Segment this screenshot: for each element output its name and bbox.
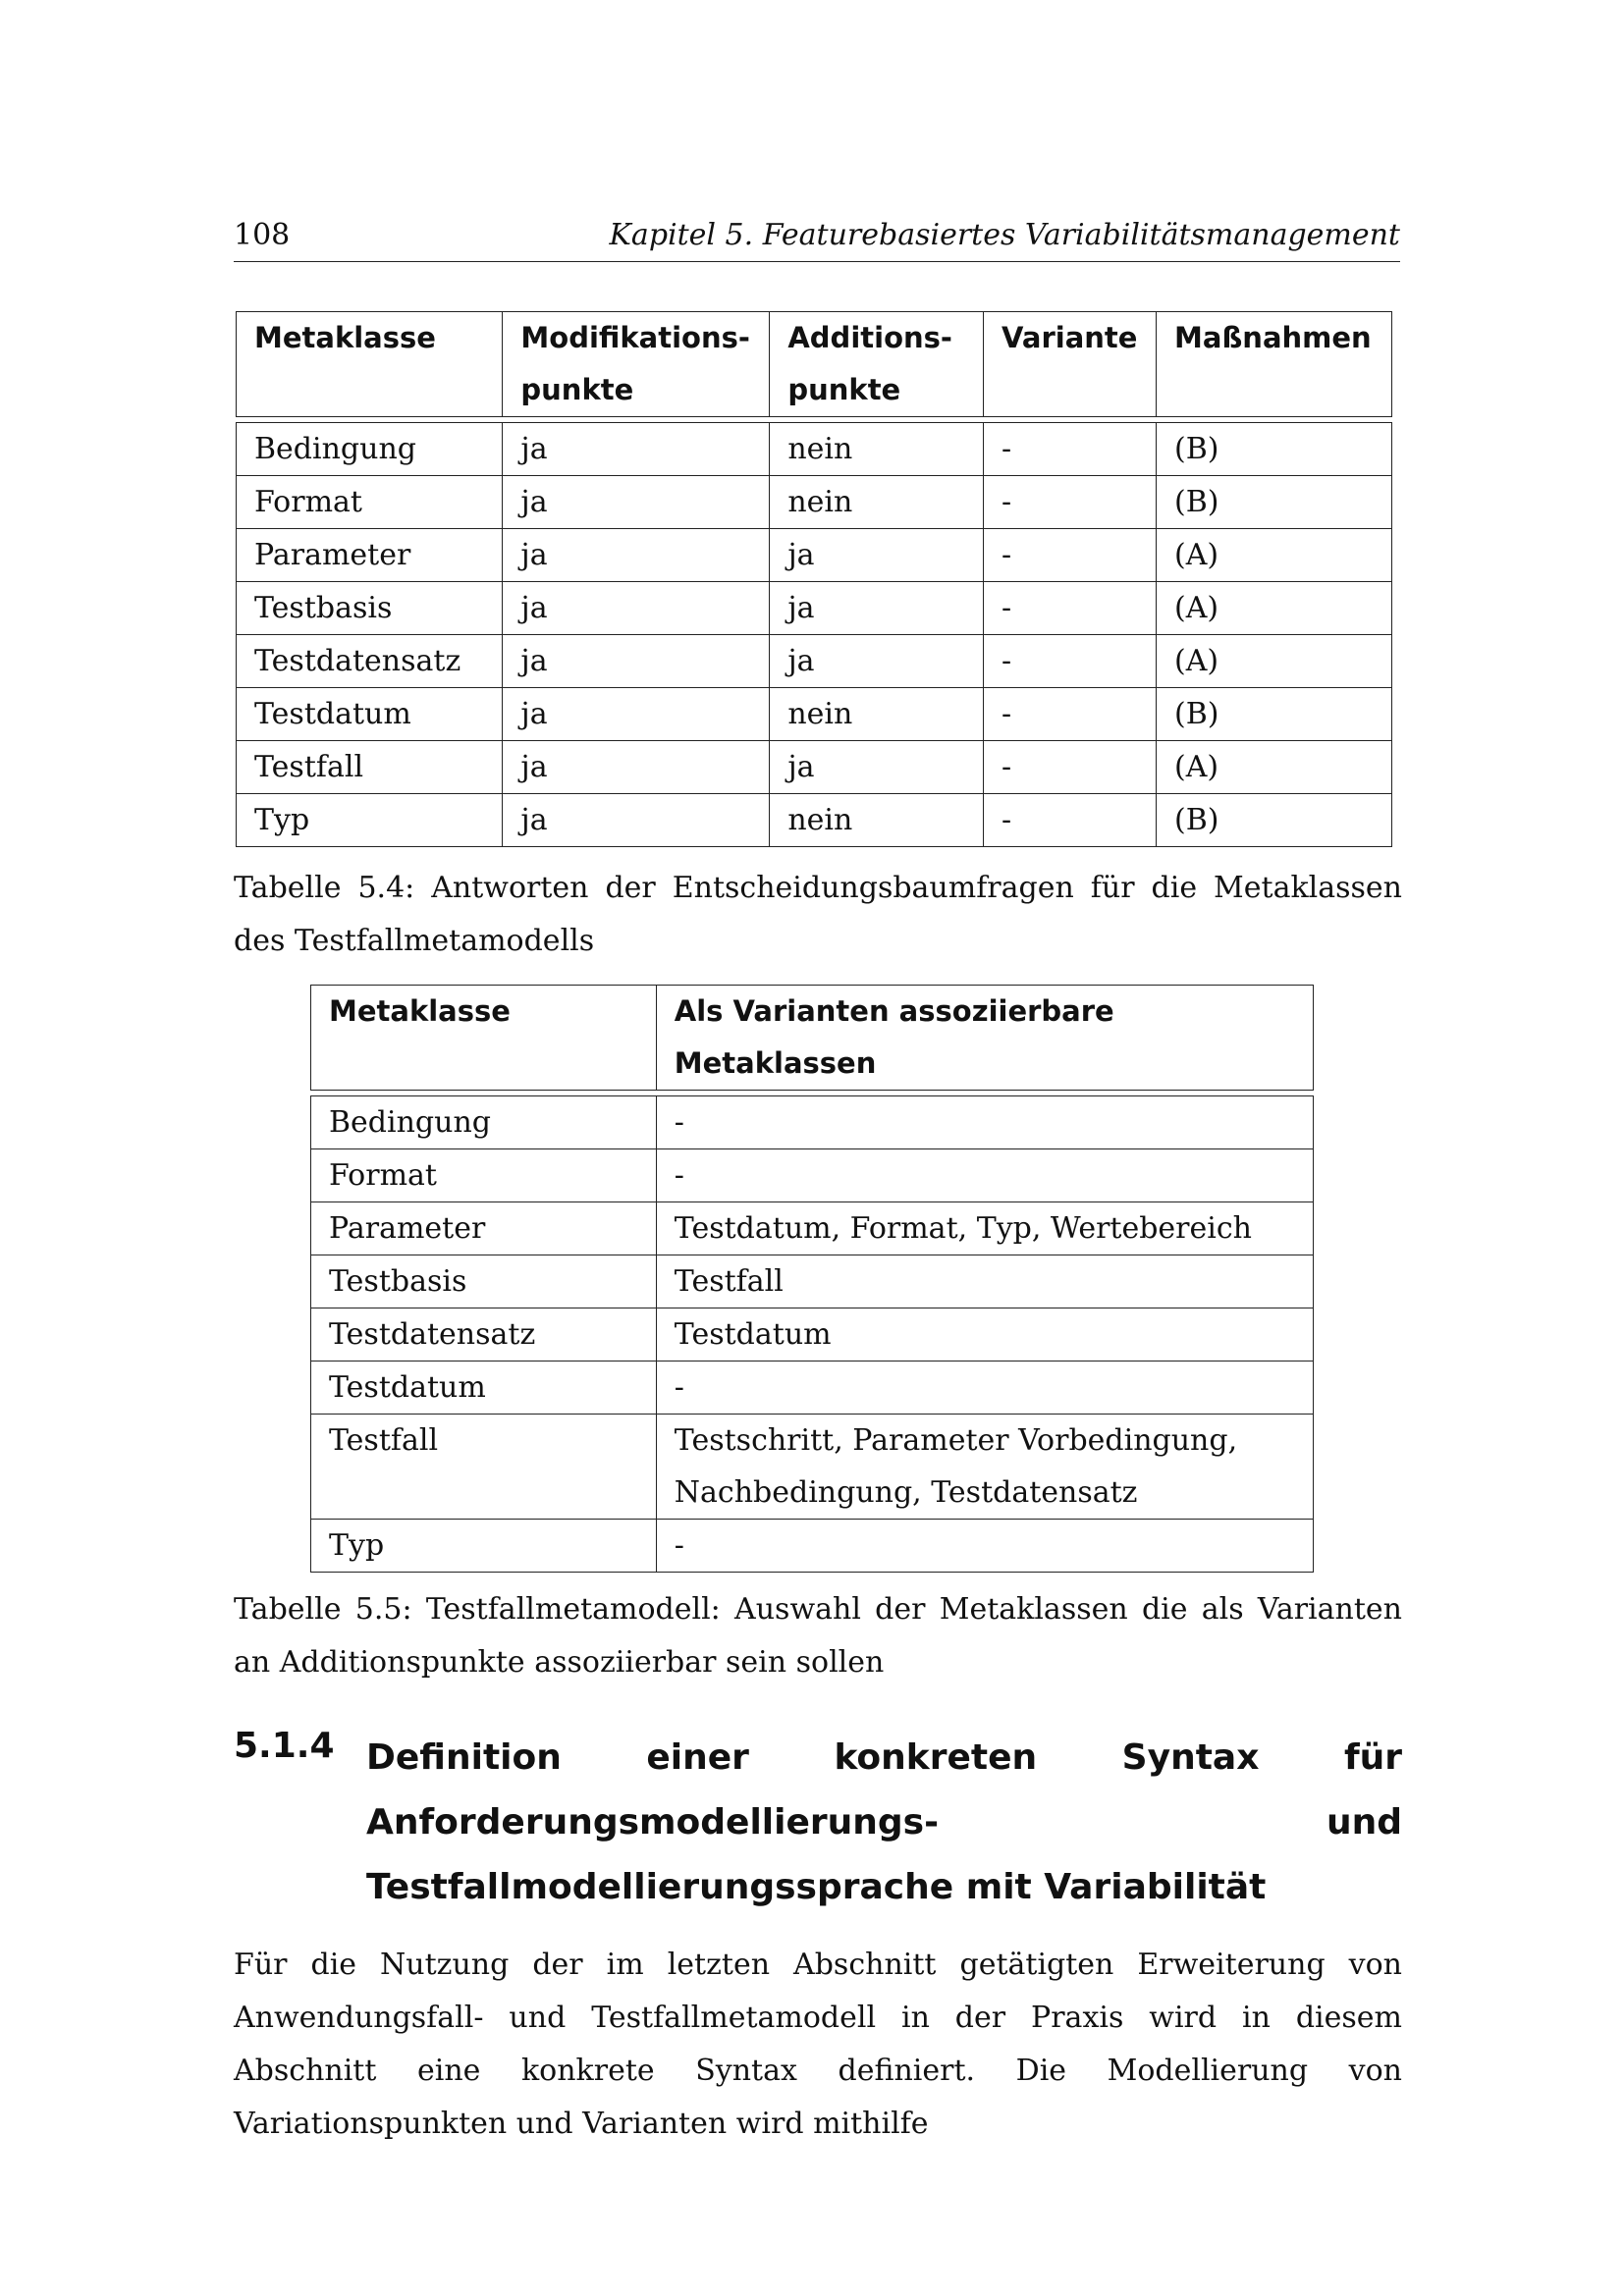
table-cell: Testdatum, Format, Typ, Wertebereich bbox=[656, 1202, 1313, 1255]
table-cell: (B) bbox=[1157, 688, 1392, 741]
table-cell: Typ bbox=[237, 794, 503, 847]
section-title: Definition einer konkreten Syntax für Anforderungsmodellierungs- und Testfallmodellierungssprache mit Variabilität bbox=[366, 1737, 1402, 1907]
table-cell: - bbox=[984, 476, 1157, 529]
table-cell: ja bbox=[770, 741, 984, 794]
table-cell: (B) bbox=[1157, 794, 1392, 847]
table-cell: ja bbox=[503, 635, 770, 688]
table-cell: ja bbox=[503, 529, 770, 582]
table-cell: - bbox=[984, 794, 1157, 847]
page-header bbox=[234, 214, 1400, 262]
table-5-5 bbox=[310, 985, 1314, 1573]
table-cell: ja bbox=[770, 529, 984, 582]
table-cell: - bbox=[656, 1149, 1313, 1202]
table-cell: ja bbox=[503, 741, 770, 794]
table-row bbox=[237, 794, 1392, 847]
table-cell: - bbox=[984, 741, 1157, 794]
table-row bbox=[237, 582, 1392, 635]
table-row bbox=[237, 476, 1392, 529]
table-cell: - bbox=[984, 423, 1157, 476]
table-cell: Testdatensatz bbox=[237, 635, 503, 688]
table-cell: ja bbox=[503, 794, 770, 847]
page-number: 108 bbox=[234, 218, 291, 252]
table-cell: - bbox=[984, 688, 1157, 741]
table-row bbox=[237, 688, 1392, 741]
table-cell: Format bbox=[311, 1149, 657, 1202]
table-cell: - bbox=[984, 635, 1157, 688]
table-header-row bbox=[237, 312, 1392, 417]
table-cell: ja bbox=[770, 582, 984, 635]
table-cell: - bbox=[656, 1520, 1313, 1573]
table-cell: Testschritt, Parameter Vorbedingung, Nachbedingung, Testdatensatz bbox=[656, 1415, 1313, 1520]
table-cell: - bbox=[984, 582, 1157, 635]
table-cell: ja bbox=[503, 423, 770, 476]
table-row bbox=[237, 741, 1392, 794]
body-paragraph: Für die Nutzung der im letzten Abschnitt getätigten Erweiterung von Anwendungsfall- und Testfallmetamodell in der Praxis wird in diesem Abschnitt eine konkrete Syntax definiert. Die Modellierung von Variationspunkten und Varianten wird mithilfe bbox=[234, 1948, 1402, 2141]
table-row bbox=[311, 1308, 1314, 1362]
table-5-4 bbox=[236, 311, 1392, 847]
column-header: Maßnahmen bbox=[1157, 312, 1392, 417]
table-cell: Testdatum bbox=[311, 1362, 657, 1415]
table-row bbox=[237, 423, 1392, 476]
table-cell: Parameter bbox=[237, 529, 503, 582]
table-cell: Format bbox=[237, 476, 503, 529]
table-row bbox=[311, 1202, 1314, 1255]
table-caption-5-5: Tabelle 5.5: Testfallmetamodell: Auswahl der Metaklassen die als Varianten an Additionspunkte assoziierbar sein sollen bbox=[234, 1592, 1402, 1680]
column-header: Metaklasse bbox=[237, 312, 503, 417]
table-cell: nein bbox=[770, 476, 984, 529]
table-cell: Bedingung bbox=[311, 1096, 657, 1149]
table-row bbox=[311, 1149, 1314, 1202]
column-header: Additions-punkte bbox=[770, 312, 984, 417]
column-header: Modifikations-punkte bbox=[503, 312, 770, 417]
table-row bbox=[237, 529, 1392, 582]
table-row bbox=[311, 1096, 1314, 1149]
table-header-row bbox=[311, 986, 1314, 1091]
table-cell: ja bbox=[503, 582, 770, 635]
table-cell: (A) bbox=[1157, 635, 1392, 688]
table-cell: (A) bbox=[1157, 741, 1392, 794]
table-cell: Testbasis bbox=[237, 582, 503, 635]
table-cell: nein bbox=[770, 423, 984, 476]
table-cell: (A) bbox=[1157, 529, 1392, 582]
table-cell: ja bbox=[503, 688, 770, 741]
table-cell: Testfall bbox=[656, 1255, 1313, 1308]
table-cell: - bbox=[656, 1096, 1313, 1149]
table-cell: Testfall bbox=[237, 741, 503, 794]
table-row bbox=[311, 1520, 1314, 1573]
table-cell: Testdatensatz bbox=[311, 1308, 657, 1362]
table-row bbox=[311, 1415, 1314, 1520]
table-cell: Testdatum bbox=[237, 688, 503, 741]
column-header: Metaklasse bbox=[311, 986, 657, 1091]
section-number: 5.1.4 bbox=[234, 1726, 335, 1766]
table-cell: - bbox=[656, 1362, 1313, 1415]
column-header: Als Varianten assoziierbare Metaklassen bbox=[656, 986, 1313, 1091]
table-cell: Typ bbox=[311, 1520, 657, 1573]
running-title: Kapitel 5. Featurebasiertes Variabilitätsmanagement bbox=[609, 218, 1400, 252]
table-cell: Testdatum bbox=[656, 1308, 1313, 1362]
table-cell: (A) bbox=[1157, 582, 1392, 635]
table-cell: ja bbox=[770, 635, 984, 688]
column-header: Variante bbox=[984, 312, 1157, 417]
table-row bbox=[311, 1362, 1314, 1415]
table-cell: - bbox=[984, 529, 1157, 582]
table-cell: (B) bbox=[1157, 476, 1392, 529]
table-cell: nein bbox=[770, 794, 984, 847]
table-cell: Parameter bbox=[311, 1202, 657, 1255]
table-caption-5-4: Tabelle 5.4: Antworten der Entscheidungsbaumfragen für die Metaklassen des Testfallmetamodells bbox=[234, 871, 1402, 958]
table-cell: (B) bbox=[1157, 423, 1392, 476]
table-row bbox=[237, 635, 1392, 688]
table-cell: nein bbox=[770, 688, 984, 741]
table-cell: Bedingung bbox=[237, 423, 503, 476]
table-cell: Testbasis bbox=[311, 1255, 657, 1308]
table-row bbox=[311, 1255, 1314, 1308]
table-cell: ja bbox=[503, 476, 770, 529]
table-cell: Testfall bbox=[311, 1415, 657, 1520]
